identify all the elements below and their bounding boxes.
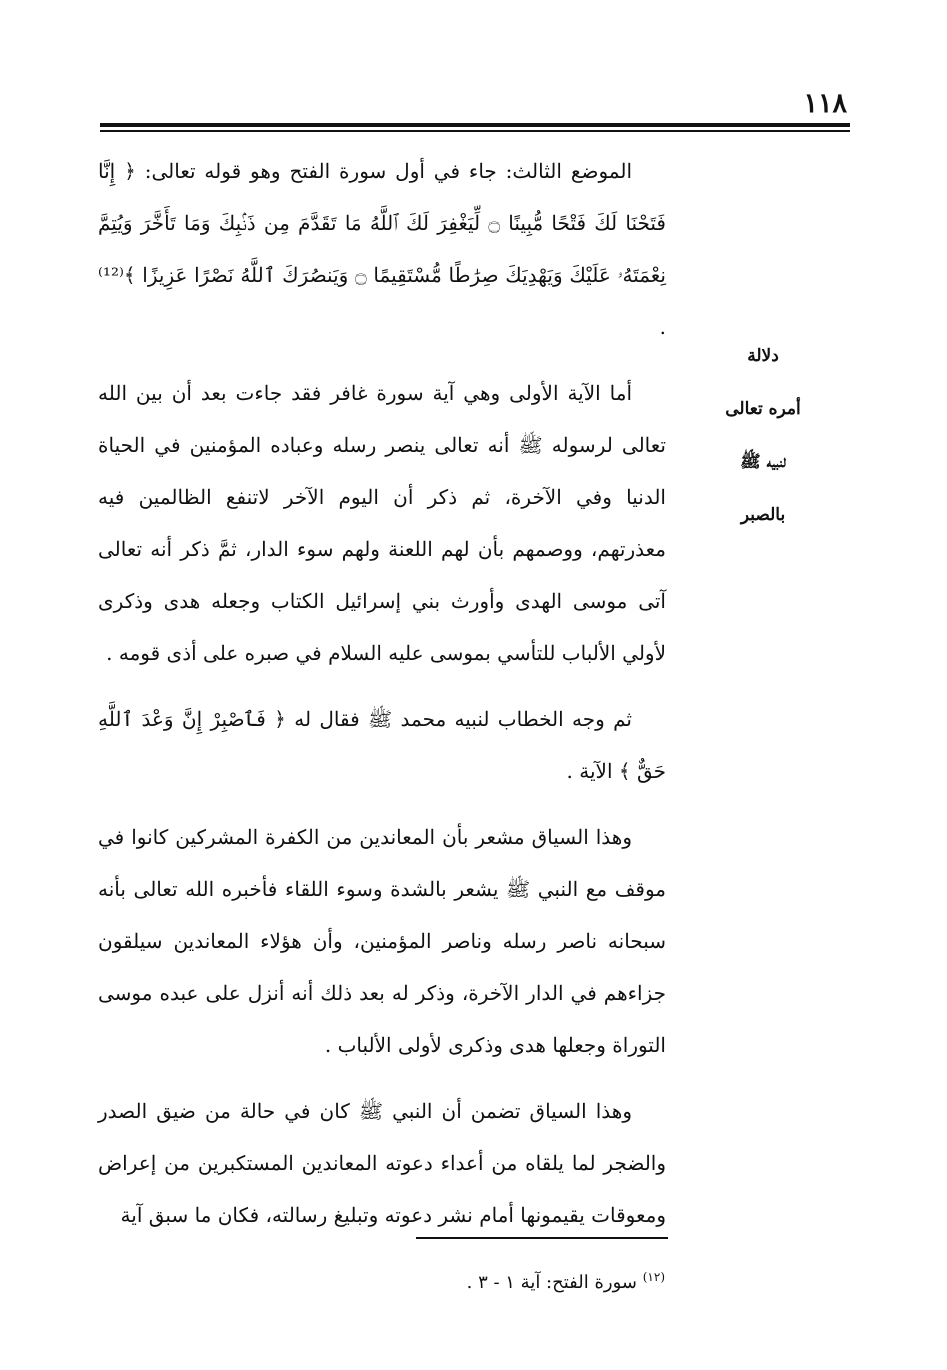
paragraph-context-enemies: وهذا السياق مشعر بأن المعاندين من الكفرة المشركين كانوا في موقف مع النبي ﷺ يشعر بالشدة وسوء اللقاء فأخبره الله تعالى بأنه سبحانه ناصر رسله وناصر المؤمنين، وأن هؤلاء المعاندين سيلقون جزاءهم في الدار الآخرة، وذكر له بعد ذلك أنه أنزل على عبده موسى التوراة وجعلها هدى وذكرى لأولى الألباب . <box>98 825 666 1057</box>
header-rule-thin <box>100 130 850 132</box>
footnote-rule <box>416 1237 668 1239</box>
side-note-line: لنبيه ﷺ <box>740 452 786 472</box>
footnote <box>467 1262 665 1298</box>
footnote-mark: (١٢) <box>642 1270 665 1284</box>
page-number: ١١٨ <box>803 88 847 119</box>
side-note-line: بالصبر <box>740 505 786 525</box>
paragraph-ghafir-context: أما الآية الأولى وهي آية سورة غافر فقد جاءت بعد أن بين الله تعالى لرسوله ﷺ أنه تعالى ينصر رسله وعباده المؤمنين في الحياة الدنيا وفي الآخرة، ثم ذكر أن اليوم الآخر لاتنفع الظالمين فيه معذرتهم، ووصمهم بأن لهم اللعنة ولهم سوء الدار، ثمَّ ذكر أنه تعالى آتى موسى الهدى وأورث بني إسرائيل الكتاب وجعله هدى وذكرى لأولي الألباب للتأسي بموسى عليه السلام في صبره على أذى قومه . <box>98 381 666 665</box>
paragraph-address-prophet: ثم وجه الخطاب لنبيه محمد ﷺ فقال له ﴿ فَٱصْبِرْ إِنَّ وَعْدَ ٱللَّهِ حَقٌّ ﴾ الآية . <box>98 707 666 783</box>
paragraph-third-topic: الموضع الثالث: جاء في أول سورة الفتح وهو قوله تعالى: ﴿ إِنَّا فَتَحْنَا لَكَ فَتْحًا مُّبِينًا ۝ لِّيَغْفِرَ لَكَ ٱللَّهُ مَا تَقَدَّمَ مِن ذَنۢبِكَ وَمَا تَأَخَّرَ وَيُتِمَّ نِعْمَتَهُۥ عَلَيْكَ وَيَهْدِيَكَ صِرَٰطًا مُّسْتَقِيمًا ۝ وَيَنصُرَكَ ٱللَّهُ نَصْرًا عَزِيزًا ﴾⁽¹²⁾ . <box>98 159 667 339</box>
header-rule-thick <box>100 123 850 127</box>
side-note <box>708 330 818 542</box>
main-text <box>98 145 666 1255</box>
side-note-line: أمره تعالى <box>725 399 801 419</box>
footnote-text: سورة الفتح: آية ١ - ٣ . <box>466 1272 637 1293</box>
paragraph-context-distress: وهذا السياق تضمن أن النبي ﷺ كان في حالة من ضيق الصدر والضجر لما يلقاه من أعداء دعوته المعاندين المستكبرين من إعراض ومعوقات يقيمونها أمام نشر دعوته وتبليغ رسالته، فكان ما سبق آية <box>98 1099 666 1227</box>
side-note-line: دلالة <box>747 346 779 366</box>
